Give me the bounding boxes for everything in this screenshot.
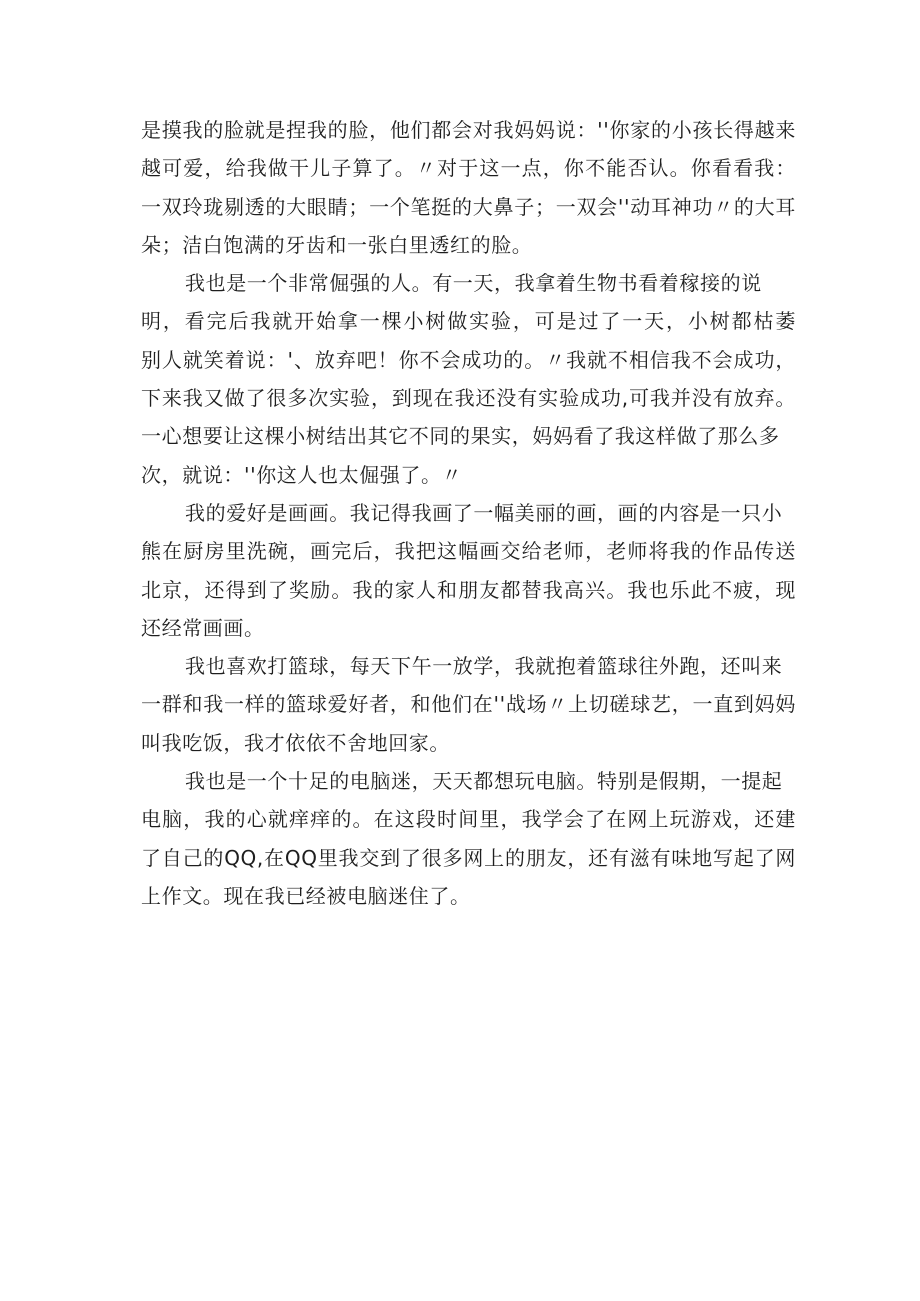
text-line: 下来我又做了很多次实验，到现在我还没有实验成功,可我并没有放弃。 — [141, 386, 796, 411]
paragraph-drawing — [141, 494, 796, 647]
text-line: 还经常画画。 — [141, 615, 265, 640]
text-line: 叫我吃饭，我才依依不舍地回家。 — [141, 730, 450, 755]
text-line: 了自己的QQ,在QQ里我交到了很多网上的朋友，还有滋有味地写起了网 — [141, 845, 796, 870]
text-line: 越可爱，给我做干儿子算了。〃对于这一点，你不能否认。你看看我： — [141, 156, 796, 181]
text-line: 我也是一个非常倔强的人。有一天，我拿着生物书看着稼接的说 — [185, 271, 762, 296]
paragraph-basketball — [141, 647, 796, 762]
text-line: 一心想要让这棵小树结出其它不同的果实，妈妈看了我这样做了那么多 — [141, 424, 780, 449]
text-line: 熊在厨房里洗碗，画完后，我把这幅画交给老师，老师将我的作品传送 — [141, 539, 796, 564]
text-line: 次，就说：''你这人也太倔强了。〃 — [141, 462, 463, 487]
text-line: 别人就笑着说：'、放弃吧！你不会成功的。〃我就不相信我不会成功， — [141, 347, 796, 372]
text-line: 朵；洁白饱满的牙齿和一张白里透红的脸。 — [141, 232, 533, 257]
paragraph-stubborn — [141, 264, 796, 494]
document-body — [141, 111, 796, 915]
text-line: 我的爱好是画画。我记得我画了一幅美丽的画，画的内容是一只小 — [185, 500, 783, 525]
text-line: 明，看完后我就开始拿一棵小树做实验，可是过了一天，小树都枯萎 — [141, 309, 796, 334]
text-line: 我也喜欢打篮球，每天下午一放学，我就抱着篮球往外跑，还叫来 — [185, 654, 783, 679]
text-line: 北京，还得到了奖励。我的家人和朋友都替我高兴。我也乐此不疲，现 — [141, 577, 796, 602]
text-line: 是摸我的脸就是捏我的脸，他们都会对我妈妈说：''你家的小孩长得越来 — [141, 118, 796, 142]
text-line: 一群和我一样的篮球爱好者，和他们在''战场〃上切磋球艺，一直到妈妈 — [141, 692, 796, 717]
text-line: 一双玲珑剔透的大眼睛；一个笔挺的大鼻子；一双会''动耳神功〃的大耳 — [141, 194, 796, 219]
paragraph-computer — [141, 762, 796, 915]
paragraph-appearance — [141, 111, 796, 264]
text-line: 我也是一个十足的电脑迷，天天都想玩电脑。特别是假期，一提起 — [185, 769, 783, 794]
text-line: 上作文。现在我已经被电脑迷住了。 — [141, 883, 471, 908]
text-line: 电脑，我的心就痒痒的。在这段时间里，我学会了在网上玩游戏，还建 — [141, 807, 796, 832]
